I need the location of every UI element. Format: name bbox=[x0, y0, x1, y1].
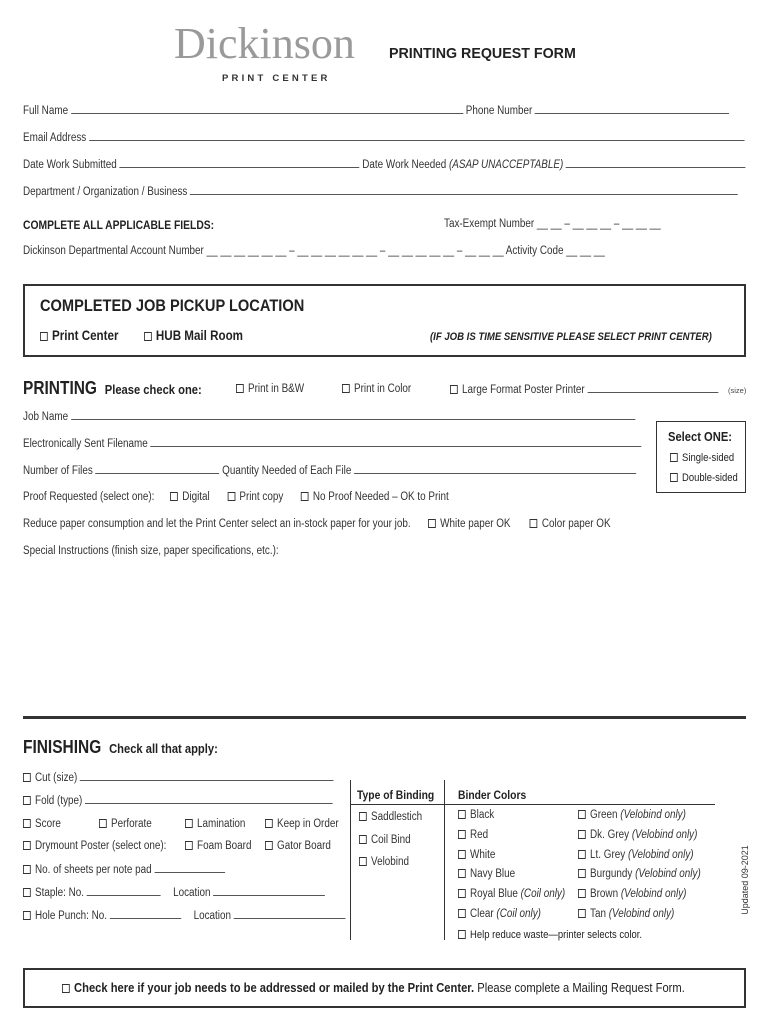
double-sided-label: Double-sided bbox=[682, 472, 738, 484]
reduce-label: Reduce paper consumption and let the Print Center select an in-stock paper for your job. bbox=[23, 518, 411, 530]
logo bbox=[174, 18, 355, 69]
filename-label: Electronically Sent Filename bbox=[23, 438, 148, 450]
account-row bbox=[23, 245, 605, 257]
score-option bbox=[23, 818, 61, 830]
keep-order-checkbox[interactable] bbox=[265, 819, 273, 828]
printing-heading: PRINTING bbox=[23, 378, 97, 398]
royal-note: (Coil only) bbox=[520, 888, 566, 900]
no-proof-checkbox[interactable] bbox=[301, 492, 309, 501]
color-burgundy-checkbox[interactable] bbox=[578, 869, 586, 878]
pickup-heading: COMPLETED JOB PICKUP LOCATION bbox=[40, 296, 305, 315]
activity-field[interactable]: __ __ __ bbox=[566, 245, 605, 257]
account-label: Dickinson Departmental Account Number bbox=[23, 245, 204, 257]
large-format-label: Large Format Poster Printer bbox=[462, 384, 585, 396]
fold-type-field[interactable] bbox=[85, 794, 333, 804]
color-paper-label: Color paper OK bbox=[541, 518, 611, 530]
mailing-checkbox[interactable] bbox=[62, 984, 70, 993]
quantity-label: Quantity Needed of Each File bbox=[222, 465, 352, 477]
velo-only-note: (Velobind only) bbox=[635, 868, 701, 880]
single-sided-label: Single-sided bbox=[682, 452, 735, 464]
saddlestich-checkbox[interactable] bbox=[359, 812, 367, 821]
large-format-option bbox=[450, 383, 718, 396]
email-label: Email Address bbox=[23, 132, 87, 144]
double-sided-checkbox[interactable] bbox=[670, 473, 678, 482]
color-green-option bbox=[578, 809, 686, 821]
color-clear-checkbox[interactable] bbox=[458, 909, 466, 918]
print-color-option bbox=[342, 383, 411, 395]
color-black-label: Black bbox=[470, 809, 495, 821]
reduce-row bbox=[23, 518, 611, 530]
note-pad-checkbox[interactable] bbox=[23, 865, 31, 874]
special-instructions-label: Special Instructions (finish size, paper specifications, etc.): bbox=[23, 545, 279, 557]
job-name-row bbox=[23, 410, 635, 423]
single-sided-checkbox[interactable] bbox=[670, 453, 678, 462]
date-needed-note: (ASAP UNACCEPTABLE) bbox=[448, 159, 564, 171]
mailing-row bbox=[62, 980, 685, 995]
print-color-checkbox[interactable] bbox=[342, 384, 350, 393]
proof-digital-checkbox[interactable] bbox=[170, 492, 178, 501]
num-files-field[interactable] bbox=[96, 464, 220, 474]
color-red-checkbox[interactable] bbox=[458, 830, 466, 839]
color-dk-grey-checkbox[interactable] bbox=[578, 830, 586, 839]
coil-bind-label: Coil Bind bbox=[371, 834, 411, 846]
applicable-heading: COMPLETE ALL APPLICABLE FIELDS: bbox=[23, 218, 215, 232]
coil-bind-option bbox=[359, 834, 411, 846]
binding-heading: Type of Binding bbox=[357, 788, 435, 802]
gator-board-label: Gator Board bbox=[277, 840, 331, 852]
print-center-label: Print Center bbox=[52, 328, 119, 343]
fold-row bbox=[23, 794, 333, 807]
proof-digital-label: Digital bbox=[182, 491, 210, 503]
job-name-field[interactable] bbox=[71, 410, 635, 420]
print-bw-label: Print in B&W bbox=[248, 383, 305, 395]
printing-header bbox=[23, 378, 202, 399]
perforate-checkbox[interactable] bbox=[99, 819, 107, 828]
color-brown-checkbox[interactable] bbox=[578, 889, 586, 898]
phone-field[interactable] bbox=[535, 104, 729, 114]
single-sided-option bbox=[670, 452, 734, 464]
color-white-option bbox=[458, 849, 495, 861]
keep-order-option bbox=[265, 818, 339, 830]
department-label: Department / Organization / Business bbox=[23, 186, 188, 198]
velo-only-note: (Velobind only) bbox=[631, 829, 698, 841]
date-needed-label: Date Work Needed bbox=[362, 159, 447, 171]
fold-checkbox[interactable] bbox=[23, 796, 31, 805]
no-proof-label: No Proof Needed – OK to Print bbox=[312, 491, 449, 503]
staple-location-label: Location bbox=[173, 887, 211, 899]
color-royal-label: Royal Blue bbox=[470, 888, 518, 900]
color-brown-label: Brown bbox=[590, 888, 619, 900]
printing-instruction: Please check one: bbox=[104, 382, 202, 397]
lamination-option bbox=[185, 818, 245, 830]
activity-label: Activity Code bbox=[505, 245, 564, 257]
large-format-size-field[interactable] bbox=[587, 383, 718, 393]
binder-colors-heading: Binder Colors bbox=[458, 788, 527, 802]
logo-wordmark: Dickinson bbox=[174, 19, 355, 68]
color-red-option bbox=[458, 829, 488, 841]
full-name-label: Full Name bbox=[23, 105, 69, 117]
updated-stamp: Updated 09-2021 bbox=[740, 845, 750, 915]
color-clear-option bbox=[458, 908, 541, 920]
cut-row bbox=[23, 771, 334, 784]
department-field[interactable] bbox=[190, 185, 738, 195]
job-name-label: Job Name bbox=[23, 411, 69, 423]
note-pad-row bbox=[23, 863, 225, 876]
staple-checkbox[interactable] bbox=[23, 888, 31, 897]
color-clear-label: Clear bbox=[470, 908, 494, 920]
perforate-option bbox=[99, 818, 152, 830]
full-name-row bbox=[23, 104, 729, 117]
color-royal-option bbox=[458, 888, 565, 900]
cut-checkbox[interactable] bbox=[23, 773, 31, 782]
color-green-checkbox[interactable] bbox=[578, 810, 586, 819]
binder-divider bbox=[444, 780, 445, 940]
filename-row bbox=[23, 437, 642, 450]
mailing-rest-text: Please complete a Mailing Request Form. bbox=[477, 980, 685, 995]
print-bw-checkbox[interactable] bbox=[236, 384, 244, 393]
size-label: (size) bbox=[728, 386, 747, 395]
cut-size-field[interactable] bbox=[80, 771, 334, 781]
special-instructions-area[interactable] bbox=[23, 562, 746, 712]
date-submitted-label: Date Work Submitted bbox=[23, 159, 117, 171]
hole-punch-number-field[interactable] bbox=[110, 909, 181, 919]
staple-row bbox=[23, 886, 325, 899]
note-pad-field[interactable] bbox=[154, 863, 225, 873]
velo-only-note: (Velobind only) bbox=[620, 809, 686, 821]
color-navy-label: Navy Blue bbox=[470, 868, 516, 880]
tax-exempt-field[interactable]: Tax-Exempt Number __ __ – __ __ __ – __ __ __ bbox=[444, 218, 661, 230]
hole-punch-location-label: Location bbox=[193, 910, 231, 922]
color-tan-label: Tan bbox=[590, 908, 606, 920]
logo-subtitle: PRINT CENTER bbox=[222, 73, 331, 84]
printer-selects-label: Help reduce waste—printer selects color. bbox=[470, 929, 642, 941]
binding-headline-rule bbox=[350, 804, 715, 805]
color-green-label: Green bbox=[590, 809, 618, 821]
hole-punch-checkbox[interactable] bbox=[23, 911, 31, 920]
velobind-option bbox=[359, 856, 409, 868]
pickup-options bbox=[40, 328, 243, 343]
color-royal-checkbox[interactable] bbox=[458, 889, 466, 898]
email-field[interactable] bbox=[89, 131, 744, 141]
color-tan-option bbox=[578, 908, 674, 920]
color-paper-checkbox[interactable] bbox=[530, 519, 538, 528]
color-white-label: White bbox=[470, 849, 496, 861]
select-one-heading: Select ONE: bbox=[668, 429, 733, 444]
print-bw-option bbox=[236, 383, 304, 395]
department-row bbox=[23, 185, 738, 198]
pickup-box bbox=[23, 284, 746, 357]
print-color-label: Print in Color bbox=[354, 383, 412, 395]
gator-board-checkbox[interactable] bbox=[265, 841, 273, 850]
keep-order-label: Keep in Order bbox=[277, 818, 339, 830]
note-pad-label: No. of sheets per note pad bbox=[35, 864, 152, 876]
proof-row bbox=[23, 491, 449, 503]
color-lt-grey-option bbox=[578, 849, 694, 861]
page-title: PRINTING REQUEST FORM bbox=[389, 45, 576, 62]
mailing-box-right bbox=[744, 968, 746, 1008]
lamination-checkbox[interactable] bbox=[185, 819, 193, 828]
velo-only-note: (Velobind only) bbox=[627, 849, 694, 861]
cut-label: Cut (size) bbox=[35, 772, 78, 784]
print-center-checkbox[interactable] bbox=[40, 332, 48, 341]
proof-label: Proof Requested (select one): bbox=[23, 491, 155, 503]
hub-mail-room-label: HUB Mail Room bbox=[155, 328, 244, 343]
color-dk-grey-option bbox=[578, 829, 697, 841]
files-row bbox=[23, 464, 636, 477]
score-checkbox[interactable] bbox=[23, 819, 31, 828]
fold-label: Fold (type) bbox=[35, 795, 83, 807]
drymount-checkbox[interactable] bbox=[23, 841, 31, 850]
finishing-header bbox=[23, 737, 218, 758]
printer-selects-option bbox=[458, 929, 642, 941]
date-needed-field[interactable] bbox=[566, 158, 746, 168]
drymount-option bbox=[23, 840, 166, 852]
white-paper-checkbox[interactable] bbox=[428, 519, 436, 528]
mailing-bold-text: Check here if your job needs to be addressed or mailed by the Print Center. bbox=[74, 980, 475, 995]
color-tan-checkbox[interactable] bbox=[578, 909, 586, 918]
foam-board-checkbox[interactable] bbox=[185, 841, 193, 850]
finishing-heading: FINISHING bbox=[23, 737, 102, 757]
staple-location-field[interactable] bbox=[213, 886, 325, 896]
account-field[interactable]: __ __ __ __ __ __ – __ __ __ __ __ __ – __ __ __ __ __ – __ __ __ bbox=[206, 245, 504, 257]
white-paper-label: White paper OK bbox=[440, 518, 511, 530]
color-black-checkbox[interactable] bbox=[458, 810, 466, 819]
large-format-checkbox[interactable] bbox=[450, 385, 458, 394]
color-burgundy-option bbox=[578, 868, 701, 880]
finishing-divider bbox=[23, 716, 746, 719]
staple-label: Staple: No. bbox=[35, 887, 84, 899]
hole-punch-row bbox=[23, 909, 346, 922]
hub-mail-room-checkbox[interactable] bbox=[144, 332, 152, 341]
velo-only-note: (Velobind only) bbox=[608, 908, 675, 920]
score-label: Score bbox=[35, 818, 61, 830]
velobind-checkbox[interactable] bbox=[359, 857, 367, 866]
color-burgundy-label: Burgundy bbox=[590, 868, 633, 880]
drymount-label: Drymount Poster (select one): bbox=[35, 840, 167, 852]
saddlestich-label: Saddlestich bbox=[371, 811, 423, 823]
color-black-option bbox=[458, 809, 494, 821]
mailing-box-left bbox=[23, 968, 25, 1008]
coil-bind-checkbox[interactable] bbox=[359, 835, 367, 844]
foam-board-label: Foam Board bbox=[197, 840, 252, 852]
foam-board-option bbox=[185, 840, 251, 852]
color-white-checkbox[interactable] bbox=[458, 850, 466, 859]
proof-print-copy-checkbox[interactable] bbox=[227, 492, 235, 501]
email-row bbox=[23, 131, 744, 144]
proof-print-copy-label: Print copy bbox=[239, 491, 284, 503]
phone-label: Phone Number bbox=[465, 105, 533, 117]
perforate-label: Perforate bbox=[111, 818, 152, 830]
clear-note: (Coil only) bbox=[496, 908, 541, 920]
num-files-label: Number of Files bbox=[23, 465, 93, 477]
color-dk-grey-label: Dk. Grey bbox=[590, 829, 630, 841]
color-brown-option bbox=[578, 888, 686, 900]
full-name-field[interactable] bbox=[71, 104, 463, 114]
velo-only-note: (Velobind only) bbox=[620, 888, 687, 900]
color-lt-grey-checkbox[interactable] bbox=[578, 850, 586, 859]
saddlestich-option bbox=[359, 811, 422, 823]
velobind-label: Velobind bbox=[371, 856, 409, 868]
date-submitted-field[interactable] bbox=[120, 158, 360, 168]
staple-number-field[interactable] bbox=[87, 886, 161, 896]
printer-selects-checkbox[interactable] bbox=[458, 930, 466, 939]
color-lt-grey-label: Lt. Grey bbox=[590, 849, 626, 861]
dates-row bbox=[23, 158, 746, 171]
pickup-note: (IF JOB IS TIME SENSITIVE PLEASE SELECT PRINT CENTER) bbox=[430, 331, 712, 343]
lamination-label: Lamination bbox=[197, 818, 246, 830]
finishing-instruction: Check all that apply: bbox=[109, 741, 218, 756]
color-navy-checkbox[interactable] bbox=[458, 869, 466, 878]
color-navy-option bbox=[458, 868, 515, 880]
quantity-field[interactable] bbox=[354, 464, 636, 474]
gator-board-option bbox=[265, 840, 331, 852]
color-red-label: Red bbox=[470, 829, 489, 841]
hole-punch-location-field[interactable] bbox=[234, 909, 346, 919]
filename-field[interactable] bbox=[151, 437, 642, 447]
hole-punch-label: Hole Punch: No. bbox=[35, 910, 108, 922]
double-sided-option bbox=[670, 472, 738, 484]
